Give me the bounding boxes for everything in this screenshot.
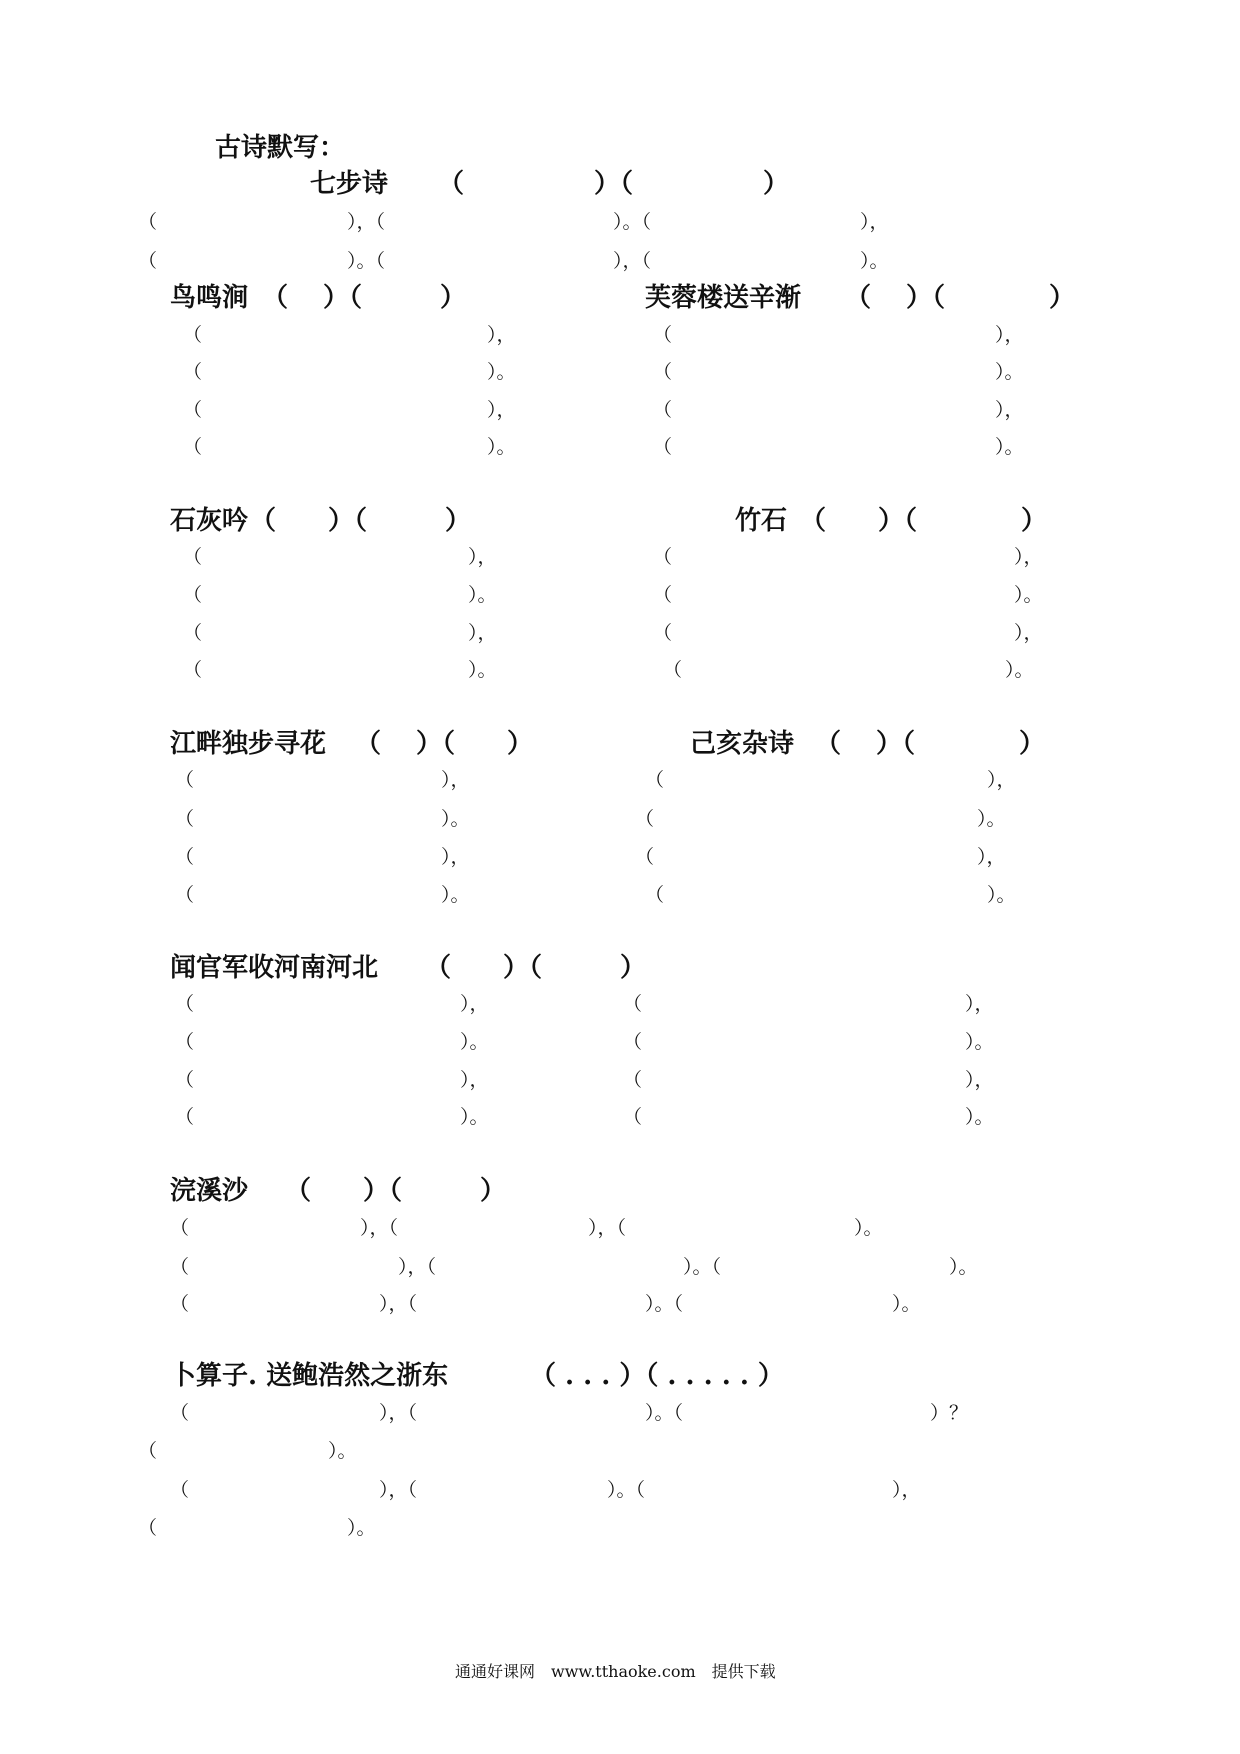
answer-line: （ ）。: [183, 659, 497, 681]
poem-title: 浣溪沙: [170, 1176, 249, 1206]
author-blanks: （ ）（ ）: [800, 506, 1048, 536]
answer-line: （ ），（ ），（ ）。: [170, 1217, 883, 1239]
answer-line: （ ），（ ）。（ ），: [138, 211, 889, 233]
answer-line: （ ），: [653, 399, 1024, 421]
answer-line: （ ）。: [175, 808, 470, 830]
answer-line: （ ），: [175, 846, 470, 868]
answer-line: （ ）。: [183, 584, 497, 606]
answer-line: （ ）。: [183, 361, 516, 383]
author-blanks: （ ）（ ）: [438, 169, 790, 199]
poem-title: 芙蓉楼送辛渐: [645, 283, 802, 313]
poem-title: 竹石: [735, 506, 788, 536]
answer-line: （ ），: [635, 846, 1006, 868]
answer-line: （ ），: [623, 993, 994, 1015]
answer-line: （ ）。: [663, 659, 1034, 681]
answer-line: （ ）。: [623, 1106, 994, 1128]
answer-line: （ ），: [653, 324, 1024, 346]
poem-title: 己亥杂诗: [690, 729, 795, 759]
answer-line: （ ）。: [635, 808, 1006, 830]
answer-line: （ ）。: [138, 1517, 376, 1539]
answer-line: （ ），（ ）。（ ）？: [170, 1402, 969, 1424]
answer-line: （ ）。: [653, 361, 1024, 383]
poem-title: 江畔独步寻花: [170, 729, 327, 759]
answer-line: （ ），: [183, 622, 497, 644]
author-blanks: （ ）（ ）: [425, 953, 647, 983]
author-blanks: （ ）（ ）: [262, 283, 467, 313]
author-blanks: （ ）（ ）: [355, 729, 534, 759]
answer-line: （ ），: [175, 1069, 489, 1091]
answer-line: （ ），: [183, 546, 497, 568]
answer-line: （ ）。: [653, 436, 1024, 458]
answer-line: （ ），: [645, 769, 1016, 791]
answer-line: （ ）。: [645, 884, 1016, 906]
answer-line: （ ），: [175, 993, 489, 1015]
footer-text: 通通好课网 www.tthaoke.com 提供下载: [455, 1662, 776, 1681]
answer-line: （ ）。: [175, 1031, 489, 1053]
answer-line: （ ）。: [623, 1031, 994, 1053]
answer-line: （ ）。: [175, 1106, 489, 1128]
answer-line: （ ），（ ）。（ ）。: [170, 1293, 921, 1315]
answer-line: （ ）。: [138, 1440, 357, 1462]
answer-line: （ ），: [183, 399, 516, 421]
answer-line: （ ），（ ）。（ ）。: [170, 1256, 978, 1278]
poem-title: 石灰吟: [170, 506, 249, 536]
answer-line: （ ），（ ）。（ ），: [170, 1479, 921, 1501]
author-blanks: （ ）（ ）: [250, 506, 472, 536]
author-blanks: （ ）（ ）: [285, 1176, 507, 1206]
page-title: 古诗默写：: [215, 133, 346, 163]
answer-line: （ ）。（ ），（ ）。: [138, 250, 889, 272]
answer-line: （ ），: [175, 769, 470, 791]
author-blanks: （ ）（ ）: [815, 729, 1046, 759]
author-blanks: （ . . . ）（ . . . . . ）: [530, 1361, 784, 1391]
answer-line: （ ）。: [175, 884, 470, 906]
answer-line: （ ）。: [183, 436, 516, 458]
author-blanks: （ ）（ ）: [845, 283, 1076, 313]
poem-title: 卜算子. 送鲍浩然之浙东: [170, 1361, 449, 1391]
answer-line: （ ），: [183, 324, 516, 346]
answer-line: （ ），: [623, 1069, 994, 1091]
poem-title: 鸟鸣涧: [170, 283, 249, 313]
poem-title: 七步诗: [310, 169, 389, 199]
answer-line: （ ）。: [653, 584, 1043, 606]
poem-title: 闻官军收河南河北: [170, 953, 379, 983]
answer-line: （ ），: [653, 622, 1043, 644]
answer-line: （ ），: [653, 546, 1043, 568]
